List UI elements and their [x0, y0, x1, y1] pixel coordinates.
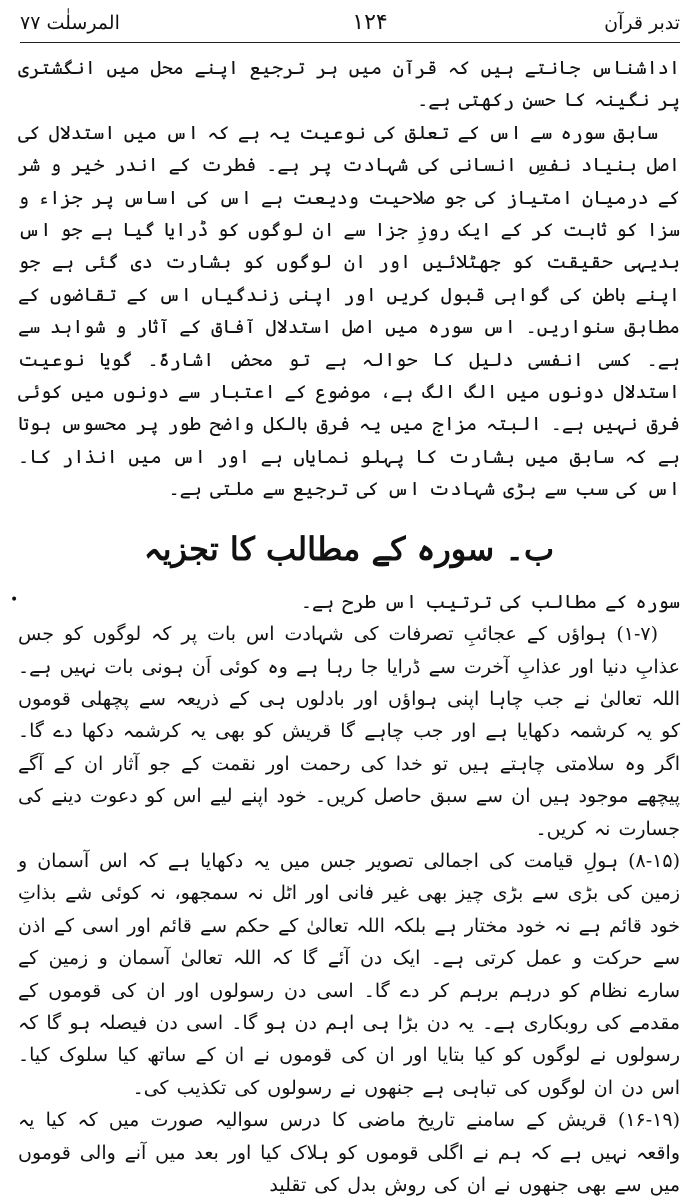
section-intro: سورہ کے مطالب کی ترتیب اس طرح ہے۔ — [300, 590, 680, 613]
page-number: ۱۲۴ — [352, 10, 388, 35]
analysis-paragraph: (۸-۱۵) ہولِ قیامت کی اجمالی تصویر جس میں یہ دکھایا ہے کہ اس آسمان و زمین کی بڑی سے بڑی چیز بھی غیر فانی اور اٹل نہ سمجھو، نہ کوئی شے بذاتِ خود قائم ہے نہ خود مختار ہے بلکہ اللہ تعالیٰ کے حکم سے قائم اور اسی کے اذن سے حرکت و عمل کرتی ہے۔ ایک دن آئے گا کہ اللہ تعالیٰ آسمان و زمین کے سارے نظام کو درہم برہم کر دے گا۔ اسی دن رسولوں اور ان کی قوموں کے مقدمے کی روبکاری ہے۔ یہ دن بڑا ہی اہم دن ہو گا۔ اسی دن فیصلہ ہو گا کہ رسولوں نے لوگوں کو کیا بتایا اور ان کی قوموں نے ان کے ساتھ کیا سلوک کیا۔ اس دن ان لوگوں کی تباہی ہے جنھوں نے رسولوں کی تکذیب کی۔ — [18, 849, 680, 1099]
header-rule — [20, 42, 680, 43]
margin-dot: • — [10, 592, 19, 608]
section-heading: ب۔ سورہ کے مطالب کا تجزیہ — [143, 529, 555, 568]
page-header — [20, 8, 680, 42]
page-body — [18, 52, 680, 1201]
surah-name: المرسلٰت ۷۷ — [20, 12, 120, 34]
analysis-paragraph: (۱-۷) ہواؤں کے عجائبِ تصرفات کی شہادت اس بات پر کہ لوگوں کو جس عذابِ دنیا اور عذابِ آخرت سے ڈرایا جا رہا ہے وہ کوئی اَن ہونی بات نہیں ہے۔ اللہ تعالیٰ نے جب چاہا اپنی ہواؤں اور بادلوں ہی کے ذریعہ سے پچھلی قوموں کو یہ کرشمہ دکھایا ہے اور جب چاہے گا قریش کو بھی یہ کرشمہ دکھا دے گا۔ اگر وہ سلامتی چاہتے ہیں تو خدا کی رحمت اور نقمت کے جو آثار ان کے آگے پیچھے موجود ہیں ان سے سبق حاصل کریں۔ خود اپنے لیے اس کو دعوت دینے کی جسارت نہ کریں۔ — [18, 623, 680, 840]
intro-paragraph: اداشناس جانتے ہیں کہ قرآن میں ہر ترجیع اپنے محل میں انگشتری پر نگینہ کا حسن رکھتی ہے۔ — [18, 57, 680, 112]
analysis-paragraph: (۱۶-۱۹) قریش کے سامنے تاریخ ماضی کا درس سوالیہ صورت میں کہ کیا یہ واقعہ نہیں ہے کہ ہم نے اگلی قوموں کو ہلاک کیا اور بعد میں آنے والی قوموں میں سے بھی جنھوں نے ان کی روش بدل کی تقلید — [18, 1109, 680, 1196]
book-title: تدبر قرآن — [604, 12, 680, 34]
intro-paragraph: سابق سورہ سے اس کے تعلق کی نوعیت یہ ہے کہ اس میں استدلال کی اصل بنیاد نفسِ انسانی کی شہادت پر ہے۔ فطرت کے اندر خیر و شر کے درمیان امتیاز کی جو صلاحیت ودیعت ہے اس کی اساس پر جزاء و سزا کو ثابت کر کے ایک روزِ جزا سے ان لوگوں کو ڈرایا گیا ہے جو اس بدیہی حقیقت کو جھٹلائیں اور ان لوگوں کو بشارت دی گئی ہے جو اپنے باطن کی گواہی قبول کریں اور اپنی زندگیاں اس کے تقاضوں کے مطابق سنواریں۔ اس سورہ میں اصل استدلال آفاق کے آثار و شواہد سے ہے۔ کسی انفسی دلیل کا حوالہ ہے تو محض اشارۃً۔ گویا نوعیت استدلال دونوں میں الگ الگ ہے، موضوع کے اعتبار سے دونوں میں کوئی فرق نہیں ہے۔ البتہ مزاج میں یہ فرق بالکل واضح طور پر محسوس ہوتا ہے کہ سابق میں بشارت کا پہلو نمایاں ہے اور اس میں انذار کا۔ اس کی سب سے بڑی شہادت اس کی ترجیع سے ملتی ہے۔ — [18, 121, 680, 501]
